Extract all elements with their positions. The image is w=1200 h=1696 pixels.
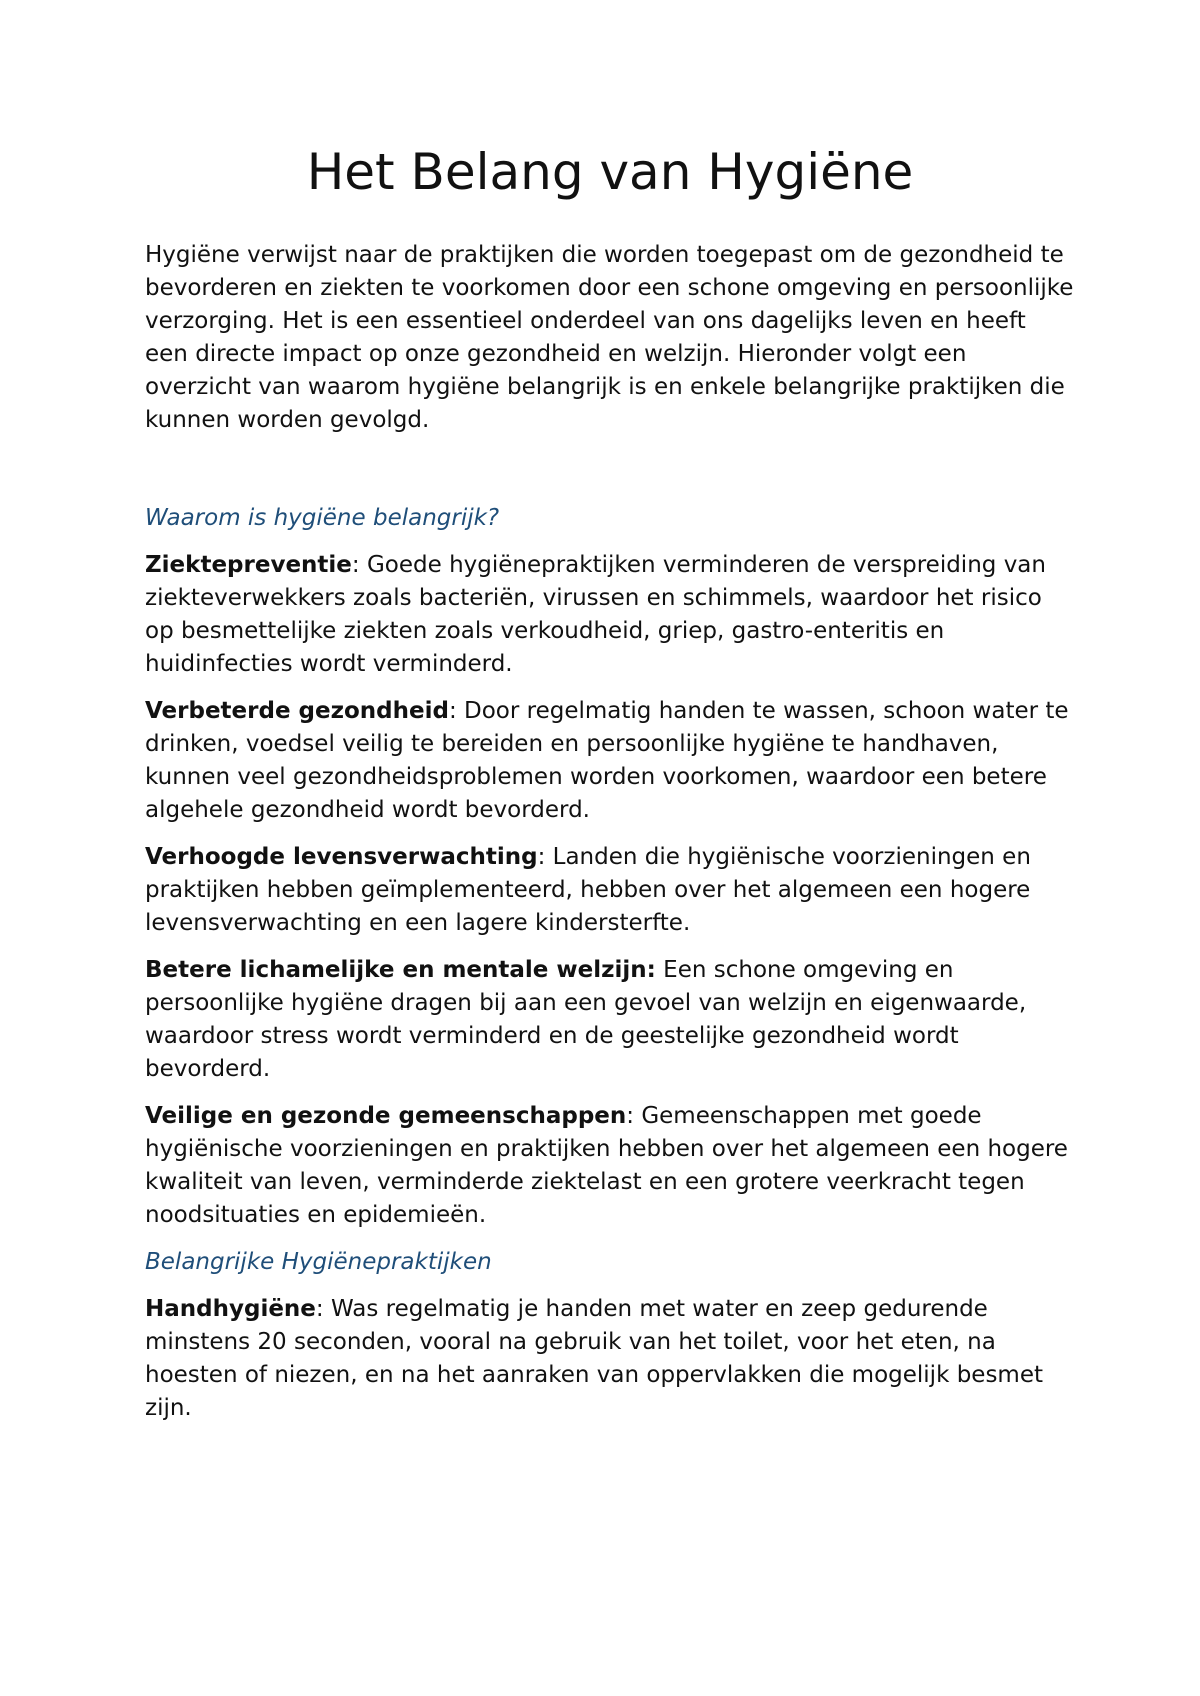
item-ziektepreventie: [145, 549, 1075, 681]
document-page: [145, 140, 1075, 1439]
item-veilige-gemeenschappen: [145, 1100, 1075, 1232]
item-text: Een schone omgeving en persoonlijke hygiëne dragen bij aan een gevoel van welzijn en eigenwaarde, waardoor stress wordt verminderd en de geestelijke gezondheid wordt bevorderd.: [145, 957, 1027, 1082]
item-term: Handhygiëne: [145, 1296, 316, 1322]
item-term: Ziektepreventie: [145, 552, 352, 578]
item-separator: :: [315, 1296, 324, 1322]
document-title: Het Belang van Hygiëne: [306, 143, 914, 201]
item-verbeterde-gezondheid: [145, 695, 1075, 827]
item-term: Veilige en gezonde gemeenschappen: [145, 1103, 627, 1129]
item-betere-welzijn: [145, 954, 1075, 1086]
section-heading-why: Waarom is hygiëne belangrijk?: [145, 505, 500, 531]
item-text: Landen die hygiënische voorzieningen en praktijken hebben geïmplementeerd, hebben over het algemeen een hogere levensverwachting en een lagere kindersterfte.: [145, 844, 1031, 936]
item-separator: :: [351, 552, 360, 578]
item-handhygiene: [145, 1293, 1075, 1425]
item-text: Was regelmatig je handen met water en zeep gedurende minstens 20 seconden, vooral na gebruik van het toilet, voor het eten, na hoesten of niezen, en na het aanraken van oppervlakken die mogelijk besmet zijn.: [145, 1296, 1043, 1421]
item-separator: :: [626, 1103, 635, 1129]
item-text: Door regelmatig handen te wassen, schoon water te drinken, voedsel veilig te bereiden en persoonlijke hygiëne te handhaven, kunnen veel gezondheidsproblemen worden voorkomen, waardoor een betere algehele gezondheid wordt bevorderd.: [145, 698, 1069, 823]
item-separator: :: [537, 844, 546, 870]
item-text: Gemeenschappen met goede hygiënische voorzieningen en praktijken hebben over het algemeen een hogere kwaliteit van leven, verminderde ziektelast en een grotere veerkracht tegen noodsituaties en epidemieën.: [145, 1103, 1068, 1228]
item-term: Verhoogde levensverwachting: [145, 844, 538, 870]
item-verhoogde-levensverwachting: [145, 841, 1075, 940]
intro-paragraph: Hygiëne verwijst naar de praktijken die worden toegepast om de gezondheid te bevorderen en ziekten te voorkomen door een schone omgeving en persoonlijke verzorging. Het is een essentieel onderdeel van ons dagelijks leven en heeft een directe impact op onze gezondheid en welzijn. Hieronder volgt een overzicht van waarom hygiëne belangrijk is en enkele belangrijke praktijken die kunnen worden gevolgd.: [145, 242, 1074, 433]
item-separator: :: [448, 698, 457, 724]
item-text: Goede hygiënepraktijken verminderen de verspreiding van ziekteverwekkers zoals bacteriën, virussen en schimmels, waardoor het risico op besmettelijke ziekten zoals verkoudheid, griep, gastro-enteritis en huidinfecties wordt verminderd.: [145, 552, 1046, 677]
section-heading-practices: Belangrijke Hygiënepraktijken: [145, 1249, 492, 1275]
item-term: Betere lichamelijke en mentale welzijn:: [145, 957, 656, 983]
item-term: Verbeterde gezondheid: [145, 698, 449, 724]
